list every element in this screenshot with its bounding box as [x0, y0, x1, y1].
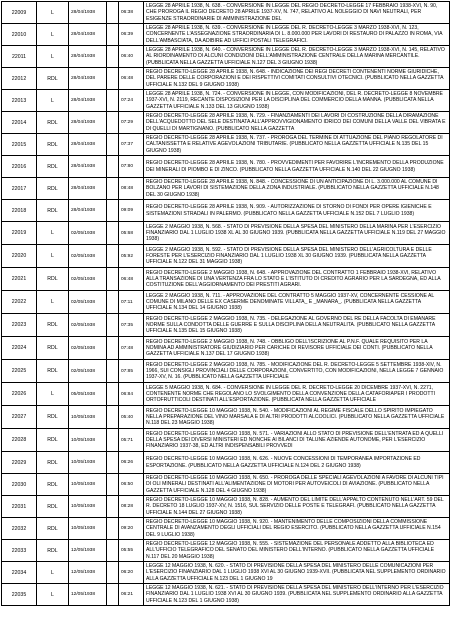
spacer-cell [107, 337, 119, 360]
table-row [2, 406, 450, 429]
law-number-cell: 22012 [2, 68, 37, 90]
law-code-cell: 05:40 [119, 406, 144, 429]
law-description-cell: LEGGE 28 APRILE 1938, N. 639. - CONVERSIONE IN LEGGE DEL R. DECRETO-LEGGE 3 MARZO 1938-XVI, N. 123, CONCERNENTE L'ASSEGNAZIONE STRAORDINARIA DI L. 8.000.000 PER LAVORI DI RESTAURO DI PALAZZO IN ROMA, VIA DELL'AMBASCIATA, DA ADIBIRE AD UFFICI POSTALI TELEGRAFICI. [144, 24, 450, 46]
law-type-cell: RDL [37, 268, 69, 291]
laws-table [1, 1, 450, 606]
law-description-cell: REGIO DECRETO-LEGGE 2 MAGGIO 1938, N. 785. - MODIFICAZIONE DEL R. DECRETO-LEGGE 5 SETTEMBRE 1938-XIV, N. 1966, SUI CONSIGLI PROVINCIALI DELLE CORPORAZIONI, CONVERTITO, CON MODIFICAZIONI, NELLA LEGGE 7 GENNAIO 1937-XV, N. 16. (PUBBLICATO NELLA GAZZETTA UFFICIALE [144, 360, 450, 383]
law-description-cell: REGIO DECRETO-LEGGE 10 MAGGIO 1938, N. 650. - PROROGA DELLE SPECIALI AGEVOLAZIONI A FAVORE DI ALCUNI TIPI DI OLI MINERALI DESTINATI ALL'ALIMENTAZIONE DI MOTORI PER AUTOVEICOLI DI AVIAZIONE. (PUBBLICATO NELLA GAZZETTA UFFICIALE N.128 DEL 4 GIUGNO 1938) [144, 474, 450, 496]
table-row [2, 474, 450, 496]
table-row [2, 337, 450, 360]
law-code-cell: 07:11 [119, 291, 144, 314]
table-row [2, 68, 450, 90]
law-number-cell: 22010 [2, 24, 37, 46]
law-date-cell: 10/05/1938 [69, 474, 107, 496]
law-code-cell: 09:20 [119, 518, 144, 540]
spacer-cell [107, 406, 119, 429]
law-description-cell: REGIO DECRETO-LEGGE 28 APRILE 1938, N. 648. - INDICAZIONE DEI REGI DECRETI CONTENENTI NORME GIURIDICHE, DEL PARERE DELLE CORPORAZIONI E DEI RISPETTIVI COMITATI CONSULTIVI OTECNICI. (PUBBLICATO NELLA GAZZETTA UFFICIALE N.132 DEL 9 GIUGNO 1938) [144, 68, 450, 90]
law-type-cell: RDL [37, 156, 69, 178]
law-type-cell: L [37, 291, 69, 314]
law-code-cell: 05:92 [119, 245, 144, 268]
law-date-cell: 12/05/1938 [69, 562, 107, 584]
law-code-cell: 06:26 [119, 452, 144, 474]
law-type-cell: RDL [37, 540, 69, 562]
law-type-cell: RDL [37, 134, 69, 156]
law-date-cell: 12/05/1938 [69, 584, 107, 606]
table-row [2, 200, 450, 222]
table-row [2, 291, 450, 314]
law-number-cell: 22019 [2, 222, 37, 245]
law-description-cell: REGIO DECRETO-LEGGE 10 MAGGIO 1938, N. 920. - MANTENIMENTO DELLE COMPOSIZIONI DELLA COMMISSIONE CENTRALE DI AVANZAMENTO DEGLI UFFICIALI DEL REGIO ESERCITO. (PUBBLICATO NELLA GAZZETTA UFFICIALE N.154 DEL 9 LUGLIO 1938) [144, 518, 450, 540]
law-number-cell: 22033 [2, 540, 37, 562]
law-type-cell: L [37, 245, 69, 268]
law-description-cell: LEGGE 5 MAGGIO 1938, N. 684. - CONVERSIONE IN LEGGE DEL R. DECRETO-LEGGE 20 DICEMBRE 1937-XVI, N. 2271, CONTENENTE NORME CHE REGOLANO LO SVOLGIMENTO DELLA CONVENZIONE DELLA CATAFORIAPER I PRODOTTI ORTOFRUTTICOLI DESTINATI ALL'ESPORTAZIONE. (PUBBLICATA NELLA GAZZETTA UFFICIALE [144, 383, 450, 406]
law-type-cell: RDL [37, 429, 69, 452]
table-row [2, 112, 450, 134]
law-code-cell: 08:28 [119, 496, 144, 518]
law-description-cell: REGIO DECRETO-LEGGE 10 MAGGIO 1938, N. 571. - VARIAZIONI ALLO STATO DI PREVISIONE DELL'ENTRATA ED A QUELLI DELLA SPESA DEI DIVERSI MINISTERI ED NONCHE AI BILANCI DI TALUNE AZIENDE AUTONOME, PER L'ESERCIZIO FINANZIARIO 1937-38, ED ALTRI INDISPENSABILI PROVVEDI [144, 429, 450, 452]
law-type-cell: L [37, 383, 69, 406]
law-number-cell: 22011 [2, 46, 37, 68]
spacer-cell [107, 222, 119, 245]
law-type-cell: RDL [37, 112, 69, 134]
law-number-cell: 22025 [2, 360, 37, 383]
law-code-cell: 08:48 [119, 178, 144, 200]
law-date-cell: 10/05/1938 [69, 452, 107, 474]
table-row [2, 584, 450, 606]
law-type-cell: RDL [37, 314, 69, 337]
spacer-cell [107, 518, 119, 540]
law-type-cell: RDL [37, 178, 69, 200]
law-number-cell: 22031 [2, 496, 37, 518]
spacer-cell [107, 452, 119, 474]
law-number-cell: 22026 [2, 383, 37, 406]
law-description-cell: REGIO DECRETO-LEGGE 2 MAGGIO 1938, N. 735. - DELEGAZIONE AL GOVERNO DEL RE DELLA FACOLTA DI EMANARE NORME SULLA CONDOTTA DELLE GUERRE E SULLA DISCIPLINA DELLA NEUTRALITA. (PUBBLICATO NELLA GAZZETTA UFFICIALE N.135 DEL 15 GIUGNO 1938) [144, 314, 450, 337]
law-code-cell: 05:55 [119, 540, 144, 562]
law-code-cell: 07:80 [119, 156, 144, 178]
law-description-cell: REGIO DECRETO-LEGGE 28 APRILE 1938, N. 909. - AUTORIZZAZIONE DI STORNO DI FONDI PER OPERE IGIENICHE E SISTEMAZIONI STRADALI IN PALERMO. (PUBBLICATO NELLA GAZZETTA UFFICIALE N.152 DEL 7 LUGLIO 1938) [144, 200, 450, 222]
law-type-cell: RDL [37, 474, 69, 496]
spacer-cell [107, 156, 119, 178]
law-description-cell: REGIO DECRETO-LEGGE 28 APRILE 1938, N. 737. - PROROGA DEL TERMINE DI ATTUAZIONE DEL PIANO REGOLATORE DI CALTANISSETTA E RELATIVE AGEVOLAZIONI TRIBUTARIE. (PUBBLICATO NELLA GAZZETTA UFFICIALE N.135 DEL 15 GIUGNO 1938) [144, 134, 450, 156]
law-date-cell: 28/04/1938 [69, 24, 107, 46]
table-row [2, 222, 450, 245]
law-code-cell: 07:48 [119, 337, 144, 360]
table-row [2, 245, 450, 268]
law-type-cell: L [37, 24, 69, 46]
table-row [2, 134, 450, 156]
spacer-cell [107, 562, 119, 584]
table-row [2, 518, 450, 540]
spacer-cell [107, 540, 119, 562]
spacer-cell [107, 584, 119, 606]
law-code-cell: 06:84 [119, 383, 144, 406]
law-date-cell: 28/04/1938 [69, 200, 107, 222]
law-code-cell: 07:37 [119, 134, 144, 156]
spacer-cell [107, 474, 119, 496]
law-type-cell: L [37, 2, 69, 24]
law-description-cell: LEGGE 2 MAGGIO 1938, N. 592. - STATO DI PREVISIONE DELLA SPESA DEL MINISTERO DELL'AGRICOLTURA E DELLE FORESTE PER L'ESERCIZIO FINANZIARIO DAL 1 LUGLIO 1938 XL 30 GIUGNO 1939. (PUBBLICATA NELLA GAZZETTA UFFICIALE N.122 DEL 31 MAGGIO 1938) [144, 245, 450, 268]
law-type-cell: RDL [37, 496, 69, 518]
law-code-cell: 06:21 [119, 584, 144, 606]
law-code-cell: 05:71 [119, 429, 144, 452]
law-type-cell: RDL [37, 68, 69, 90]
table-row [2, 178, 450, 200]
law-code-cell: 07:35 [119, 314, 144, 337]
law-code-cell: 07:29 [119, 112, 144, 134]
laws-table-body [2, 2, 450, 606]
law-number-cell: 22020 [2, 245, 37, 268]
law-date-cell: 28/04/1938 [69, 2, 107, 24]
law-date-cell: 02/05/1938 [69, 291, 107, 314]
spacer-cell [107, 291, 119, 314]
law-date-cell: 28/04/1938 [69, 156, 107, 178]
law-description-cell: LEGGE 28 APRILE 1938, N. 638. - CONVERSIONE IN LEGGE DEL REGIO DECRETO-LEGGE 17 FEBBRAIO 1938-XVI, N. 90, CHE PROROGA IL REGIO DECRETO 28 APRILE 1937-XV, N. 747, RELATIVO AL NOLEGGIO DI NAVI NEUTRALI, PER ESIGENZE STRAORDINARIE DI AMMINISTRAZIONE DEL [144, 2, 450, 24]
table-row [2, 383, 450, 406]
law-code-cell: 06:20 [119, 562, 144, 584]
law-type-cell: L [37, 584, 69, 606]
law-number-cell: 22013 [2, 90, 37, 112]
law-description-cell: LEGGE 28 APRILE 1938, N. 724. - CONVERSIONE IN LEGGE, CON MODIFICAZIONI, DEL R. DECRETO-LEGGE 8 NOVEMBRE 1937-XVI, N. 2119, RECANTE DISPOSIZIONI PER LA DISCIPLINA DEL COMMERCIO DELLA MANNA. (PUBBLICATA NELLA GAZZETTA UFFICIALE N.133 DEL 13 GIUGNO 1938) [144, 90, 450, 112]
law-date-cell: 28/04/1938 [69, 134, 107, 156]
law-type-cell: RDL [37, 200, 69, 222]
law-date-cell: 02/05/1938 [69, 360, 107, 383]
spacer-cell [107, 268, 119, 291]
law-date-cell: 02/05/1938 [69, 245, 107, 268]
law-code-cell: 06:38 [119, 2, 144, 24]
law-date-cell: 02/05/1938 [69, 337, 107, 360]
law-description-cell: LEGGE 2 MAGGIO 1938, N. 711. - APPROVAZIONE DEL CONTRATTO 5 MAGGIO 1937-XV, CONCERNENTE CESSIONE AL COMUNE DI MILANO DELLE EX CASERME DENOMINATE VILLATA_ E _MANARA_. (PUBBLICATA NELLA GAZZETTA UFFICIALE N.134 DEL 14 GIUGNO 1938) [144, 291, 450, 314]
law-date-cell: 10/05/1938 [69, 406, 107, 429]
spacer-cell [107, 2, 119, 24]
law-description-cell: REGIO DECRETO-LEGGE 2 MAGGIO 1938, N. 748. - OBBLIGO DELL'ISCRIZIONE AL P.N.F. QUALE REQUISITO PER LA NOMINA AD AMMINISTRATORE GIUDIZIARIO PER CARICHE DI REVISORE UFFICIALE DEI CONTI. (PUBBLICATO NELLA GAZZETTA UFFICIALE N.137 DEL 17 GIUGNO 1938) [144, 337, 450, 360]
table-row [2, 314, 450, 337]
law-code-cell: 06:40 [119, 46, 144, 68]
law-number-cell: 22027 [2, 406, 37, 429]
law-number-cell: 22028 [2, 429, 37, 452]
law-code-cell: 06:48 [119, 268, 144, 291]
law-number-cell: 22009 [2, 2, 37, 24]
law-number-cell: 22034 [2, 562, 37, 584]
law-code-cell: 09:09 [119, 200, 144, 222]
table-row [2, 2, 450, 24]
law-date-cell: 10/05/1938 [69, 496, 107, 518]
law-number-cell: 22032 [2, 518, 37, 540]
law-number-cell: 22021 [2, 268, 37, 291]
law-date-cell: 02/05/1938 [69, 268, 107, 291]
law-date-cell: 10/05/1938 [69, 518, 107, 540]
spacer-cell [107, 496, 119, 518]
law-type-cell: L [37, 46, 69, 68]
law-description-cell: REGIO DECRETO-LEGGE 2 MAGGIO 1938, N. 648. - APPROVAZIONE DEL CONTRATTO 1 FEBBRAIO 1938-XVI, RELATIVO ALLA TRANSAZIONE DI UNA VERTENZA FRA LO STATO E L'ISTITUTO DI CREDITO AGRARIO PER LA SARDEGNA, ED ALLA COSTITUZIONE DELL'AGGIORNAMENTO DEI PRESTITI AGRARI. [144, 268, 450, 291]
spacer-cell [107, 46, 119, 68]
spacer-cell [107, 24, 119, 46]
law-type-cell: RDL [37, 406, 69, 429]
law-description-cell: REGIO DECRETO-LEGGE 28 APRILE 1938, N. 729. - FINANZIAMENTI DEI LAVORI DI COSTRUZIONE DELLA DIRAMAZIONE DELL'ACQUEDOTTO DEL SELE DESTINATA ALL'APPROVVIGIONAMENTO IDRICO DEI COMUNI DELLA VALLE DEL VIBRATA E DI QUELLI DI MARTIGNANO. (PUBBLICATO NELLA GAZZETTA [144, 112, 450, 134]
spacer-cell [107, 383, 119, 406]
law-code-cell: 07:85 [119, 360, 144, 383]
law-date-cell: 02/05/1938 [69, 222, 107, 245]
law-number-cell: 22029 [2, 452, 37, 474]
law-number-cell: 22018 [2, 200, 37, 222]
spacer-cell [107, 245, 119, 268]
table-row [2, 268, 450, 291]
spacer-cell [107, 178, 119, 200]
table-row [2, 156, 450, 178]
law-number-cell: 22030 [2, 474, 37, 496]
spacer-cell [107, 134, 119, 156]
table-row [2, 429, 450, 452]
law-number-cell: 22017 [2, 178, 37, 200]
law-number-cell: 22024 [2, 337, 37, 360]
law-date-cell: 28/04/1938 [69, 46, 107, 68]
law-code-cell: 06:48 [119, 68, 144, 90]
spacer-cell [107, 314, 119, 337]
spacer-cell [107, 360, 119, 383]
law-description-cell: REGIO DECRETO-LEGGE 10 MAGGIO 1938, N. 626. - NUOVE CONCESSIONI DI TEMPORANEA IMPORTAZIONE ED ESPORTAZIONE. (PUBBLICATO NELLA GAZZETTA UFFICIALE N.124 DEL 2 GIUGNO 1938) [144, 452, 450, 474]
law-number-cell: 22022 [2, 291, 37, 314]
law-date-cell: 28/04/1938 [69, 178, 107, 200]
table-row [2, 540, 450, 562]
law-date-cell: 28/04/1938 [69, 90, 107, 112]
law-description-cell: REGIO DECRETO-LEGGE 10 MAGGIO 1938, N. 540. - MODIFICAZIONI AL REGIME FISCALE DELLO SPIRITO IMPIEGATO NELLA PREPARAZIONE DEL VINO MARSALA E DI ALTRI PRODOTTI ALCOOLICI. (PUBBLICATO NELLA GAZZETTA UFFICIALE N.118 DEL 23 MAGGIO 1938) [144, 406, 450, 429]
spacer-cell [107, 90, 119, 112]
spacer-cell [107, 112, 119, 134]
law-number-cell: 22016 [2, 156, 37, 178]
law-number-cell: 22014 [2, 112, 37, 134]
table-row [2, 46, 450, 68]
table-row [2, 90, 450, 112]
law-description-cell: REGIO DECRETO-LEGGE 10 MAGGIO 1938, N. 828. - AUMENTO DEL LIMITE DELL'APPALTO CONTENUTO NELL'ART. 59 DEL R. DECRETO 18 LUGLIO 1937-XV, N. 1516, SUL SERVIZIO DELLE POSTE E TELEGRAFI. (PUBBLICATO NELLA GAZZETTA UFFICIALE N.144 DEL 27 GIUGNO 1938) [144, 496, 450, 518]
law-date-cell: 02/05/1938 [69, 314, 107, 337]
law-date-cell: 12/05/1938 [69, 540, 107, 562]
table-row [2, 24, 450, 46]
table-row [2, 360, 450, 383]
law-code-cell: 07:24 [119, 90, 144, 112]
law-date-cell: 10/05/1938 [69, 429, 107, 452]
law-code-cell: 06:50 [119, 474, 144, 496]
law-number-cell: 22023 [2, 314, 37, 337]
law-date-cell: 28/04/1938 [69, 112, 107, 134]
law-type-cell: RDL [37, 337, 69, 360]
spacer-cell [107, 200, 119, 222]
law-description-cell: LEGGE 12 MAGGIO 1938, N. 621. - STATO DI PREVISIONE DELLA SPESA DEL MINISTERO DELL'INTERNO PER L'ESERCIZIO FINANZIARIO DAL 1 LUGLIO 1938 XVI AL 30 GIUGNO 1939. (PUBBLICATA NEL SUPPLEMENTO ORDINARIO ALLA GAZZETTA UFFICIALE N.123 DEL 1 GIUGNO 1938) [144, 584, 450, 606]
law-description-cell: LEGGE 12 MAGGIO 1938, N. 620. - STATO DI PREVISIONE DELLA SPESA DEL MINISTERO DELLE COMUNICAZIONI PER L'ESERCIZIO FINANZIARIO DAL 1 LUGLIO 1938 XVI AL 30 GIUGNO 1939-XVII. (PUBBLICATA NEL SUPPLEMENTO ORDINARIO ALLA GAZZETTA UFFICIALE N.123 DEL 1 GIUGNO 19 [144, 562, 450, 584]
law-type-cell: L [37, 562, 69, 584]
law-type-cell: RDL [37, 452, 69, 474]
law-type-cell: L [37, 90, 69, 112]
law-description-cell: REGIO DECRETO-LEGGE 12 MAGGIO 1938, N. 555. - SISTEMAZIONE DEL PERSONALE ADDETTO ALLA BIBLIOTECA ED ALL'UFFICIO TELEGRAFICO DEL SENATO DEL MINISTERO DELL'INTERNO. (PUBBLICATO NELLA GAZZETTA UFFICIALE N.117 DEL 20 MAGGIO 1938) [144, 540, 450, 562]
law-date-cell: 05/05/1938 [69, 383, 107, 406]
law-type-cell: L [37, 222, 69, 245]
law-description-cell: LEGGE 2 MAGGIO 1938, N. 568. - STATO DI PREVISIONE DELLA SPESA DEL MINISTERO DELLA MARINA PER L'ESERCIZIO FINANZIARIO DAL 1 LUGLIO 1938 XL AL 30 GIUGNO 1939. (PUBBLICATA NELLA GAZZETTA UFFICIALE N.119 DEL 27 MAGGIO 1938) [144, 222, 450, 245]
law-description-cell: REGIO DECRETO-LEGGE 28 APRILE 1938, N. 848. - CONCESSIONE DI UN ANTICIPAZIONE DI L. 3.000.000 AL COMUNE DI BOLZANO PER LAVORI DI SISTEMAZIONE DELLA ZONA INDUSTRIALE. (PUBBLICATO NELLA GAZZETTA UFFICIALE N.148 DEL 30 GIUGNO 1938) [144, 178, 450, 200]
law-number-cell: 22015 [2, 134, 37, 156]
law-code-cell: 05:68 [119, 222, 144, 245]
law-description-cell: LEGGE 28 APRILE 1938, N. 640. - CONVERSIONE IN LEGGE DEL R. DECRETO-LEGGE 3 MARZO 1938-XVI, N. 145, RELATIVO AL RIORDINAMENTO DI ALCUNI CONDIZIONI DELL'AMMINISTRAZIONE CENTRALE DELLA MARINA MERCANTILE. (PUBBLICATA NELLA GAZZETTA UFFICIALE N.127 DEL 3 GIUGNO 1938) [144, 46, 450, 68]
law-code-cell: 06:39 [119, 24, 144, 46]
spacer-cell [107, 68, 119, 90]
law-type-cell: RDL [37, 518, 69, 540]
law-type-cell: RDL [37, 360, 69, 383]
table-row [2, 496, 450, 518]
table-row [2, 562, 450, 584]
law-date-cell: 28/04/1938 [69, 68, 107, 90]
law-description-cell: REGIO DECRETO-LEGGE 28 APRILE 1938, N. 780. - PROVVEDIMENTI PER FAVORIRE L'INCREMENTO DELLA PRODUZIONE DEI MINERALI DI PIOMBO E DI ZINCO. (PUBBLICATO NELLA GAZZETTA UFFICIALE N.140 DEL 22 GIUGNO 1938) [144, 156, 450, 178]
spacer-cell [107, 429, 119, 452]
table-row [2, 452, 450, 474]
law-number-cell: 22035 [2, 584, 37, 606]
